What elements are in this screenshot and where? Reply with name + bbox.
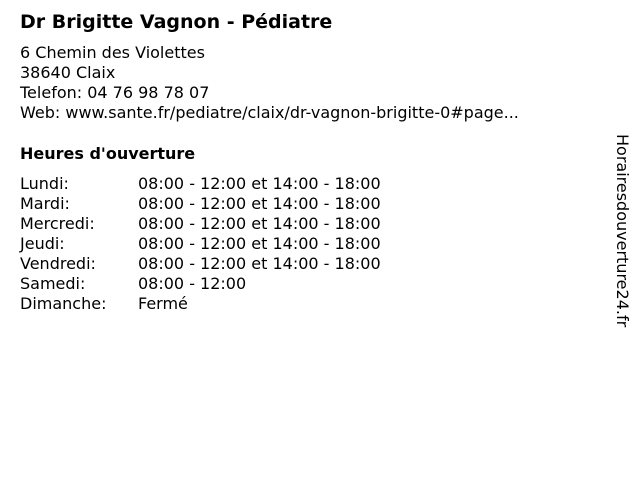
phone-number: Telefon: 04 76 98 78 07	[20, 83, 210, 102]
brand-watermark	[612, 134, 632, 344]
opening-hours-list	[20, 174, 440, 314]
hours-row-saturday	[20, 274, 440, 294]
day-label: Samedi:	[20, 274, 86, 293]
hours-value: 08:00 - 12:00	[138, 274, 247, 293]
hours-value: 08:00 - 12:00 et 14:00 - 18:00	[138, 254, 381, 273]
day-label: Lundi:	[20, 174, 69, 193]
day-label: Mardi:	[20, 194, 70, 213]
hours-value: 08:00 - 12:00 et 14:00 - 18:00	[138, 194, 381, 213]
day-label: Mercredi:	[20, 214, 95, 233]
hours-row-friday	[20, 254, 440, 274]
day-label: Jeudi:	[20, 234, 65, 253]
street-address: 6 Chemin des Violettes	[20, 43, 205, 62]
hours-row-tuesday	[20, 194, 440, 214]
website-link[interactable]: Web: www.sante.fr/pediatre/claix/dr-vagnon-brigitte-0#page...	[20, 103, 519, 122]
city: 38640 Claix	[20, 63, 116, 82]
hours-value: 08:00 - 12:00 et 14:00 - 18:00	[138, 234, 381, 253]
day-label: Dimanche:	[20, 294, 107, 313]
hours-row-sunday	[20, 294, 440, 314]
hours-value: 08:00 - 12:00 et 14:00 - 18:00	[138, 214, 381, 233]
brand-text: Horairesdouverture24.fr	[613, 134, 632, 328]
opening-hours-heading: Heures d'ouverture	[20, 144, 196, 163]
hours-value: Fermé	[138, 294, 188, 313]
hours-row-monday	[20, 174, 440, 194]
hours-value: 08:00 - 12:00 et 14:00 - 18:00	[138, 174, 381, 193]
hours-row-wednesday	[20, 214, 440, 234]
address-block	[20, 43, 519, 123]
hours-row-thursday	[20, 234, 440, 254]
page-title: Dr Brigitte Vagnon - Pédiatre	[20, 11, 333, 33]
day-label: Vendredi:	[20, 254, 96, 273]
